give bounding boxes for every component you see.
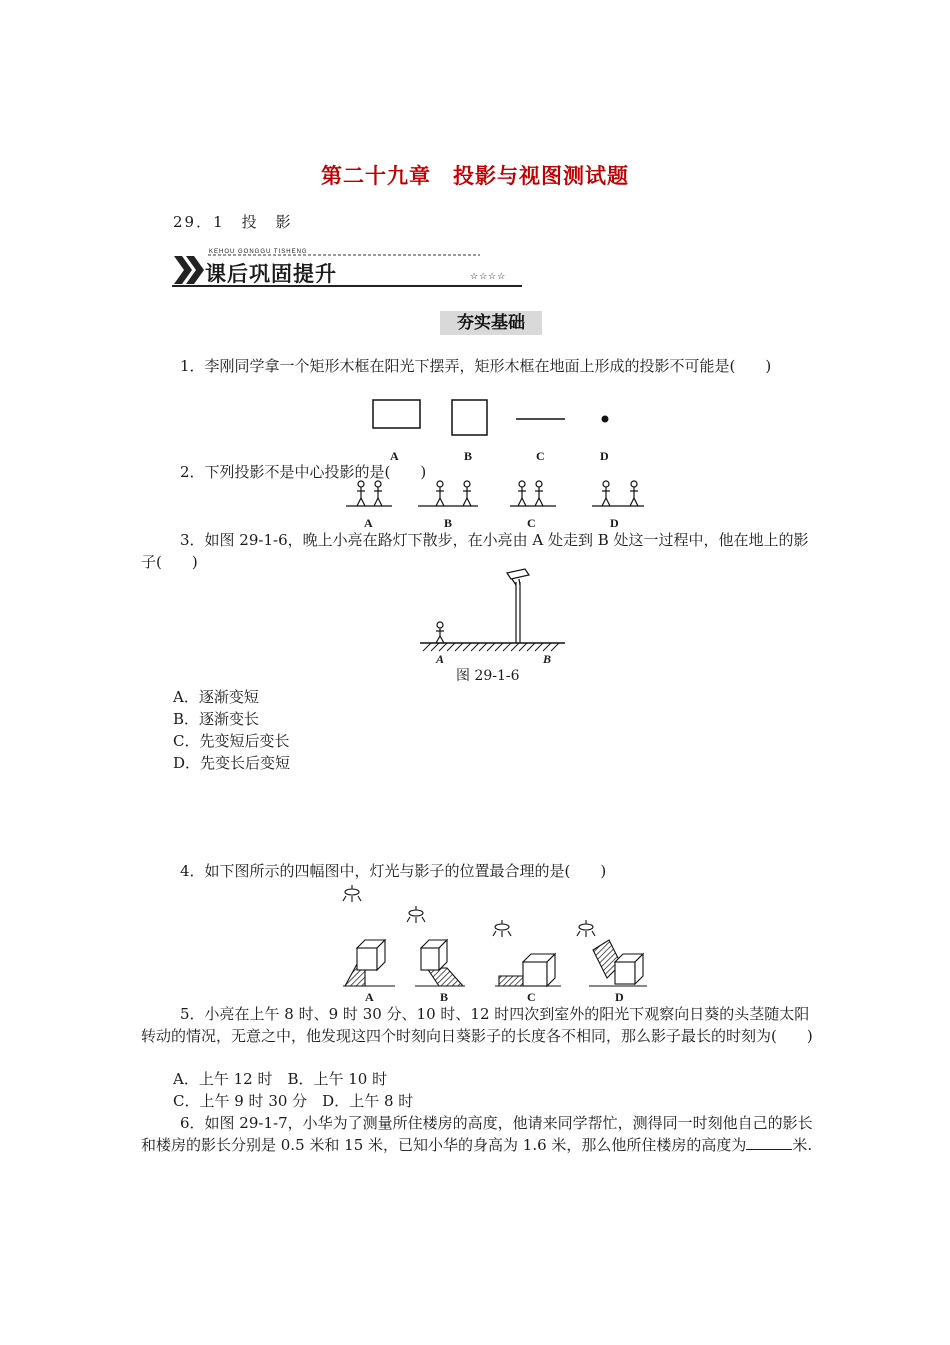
- banner-title: 课后巩固提升: [205, 263, 337, 286]
- q3-point-a: A: [436, 652, 445, 666]
- q4-lamp-c: [493, 920, 511, 937]
- q3-option-a: A．逐渐变短: [173, 688, 259, 706]
- q2-figure-b: [418, 481, 478, 506]
- q1-figure-d: [602, 416, 609, 423]
- q4-label-a: A: [365, 990, 374, 1004]
- q2-label-c: C: [527, 516, 536, 530]
- q4-figure-d: [589, 940, 647, 986]
- q4-lamp-d: [577, 920, 595, 937]
- q3-point-b: B: [543, 652, 552, 666]
- q2-figure-a: [346, 481, 392, 506]
- question-5-text: 5．小亮在上午 8 时、9 时 30 分、10 时、12 时四次到室外的阳光下观察向日葵的头茎随太阳转动的情况，无意之中，他发现这四个时刻向日葵影子的长度各不相同，那么影子最长的时刻为( ): [141, 1005, 813, 1045]
- q4-figure-b: [415, 940, 465, 986]
- q5-options-line-1: A．上午 12 时 B．上午 10 时: [173, 1070, 388, 1088]
- q4-figures: [335, 882, 655, 990]
- q2-label-a: A: [364, 516, 373, 530]
- banner-subtitle: KEHOU GONGGU TISHENG: [209, 249, 308, 255]
- q1-label-c: C: [536, 449, 545, 463]
- q3-option-c: C．先变短后变长: [173, 732, 290, 750]
- q2-figure-c: [510, 481, 556, 506]
- q3-option-b: B．逐渐变长: [173, 710, 260, 728]
- q2-figure-d: [592, 481, 644, 506]
- q2-label-d: D: [610, 516, 619, 530]
- q1-figures: [360, 395, 630, 445]
- q4-lamp-a: [343, 885, 361, 902]
- q1-figure-b: [452, 400, 487, 435]
- q1-label-a: A: [390, 449, 399, 463]
- q6-text-before: 6．如图 29-1-7，小华为了测量所住楼房的高度，他请来同学帮忙，测得同一时刻他自己的影长和楼房的影长分别是 0.5 米和 15 米，已知小华的身高为 1.6 米，那么他所住楼房的高度为: [141, 1114, 813, 1154]
- q4-figure-c: [495, 954, 561, 986]
- page-title: 第二十九章 投影与视图测试题: [321, 163, 629, 188]
- q3-streetlight-figure: [415, 565, 575, 660]
- question-6-text: [141, 1112, 813, 1156]
- question-3-text: 3．如图 29-1-6，晚上小亮在路灯下散步，在小亮由 A 处走到 B 处这一过程中，他在地上的影子( ): [141, 531, 809, 571]
- q4-figure-a: [343, 940, 395, 986]
- question-1-text: 1．李刚同学拿一个矩形木框在阳光下摆弄，矩形木框在地面上形成的投影不可能是( ): [180, 357, 772, 375]
- q4-label-c: C: [527, 990, 536, 1004]
- basic-section-label: 夯实基础: [440, 311, 542, 335]
- q5-options-line-2: C．上午 9 时 30 分 D．上午 8 时: [173, 1092, 414, 1110]
- q1-label-b: B: [464, 449, 473, 463]
- q3-option-d: D．先变长后变短: [173, 754, 291, 772]
- difficulty-stars: ☆☆☆☆: [470, 272, 507, 282]
- q3-figure-caption: 图 29-1-6: [456, 668, 520, 684]
- question-4-text: 4．如下图所示的四幅图中，灯光与影子的位置最合理的是( ): [180, 862, 607, 880]
- q6-text-after: 米.: [792, 1136, 813, 1154]
- question-2-text: 2．下列投影不是中心投影的是( ): [180, 463, 427, 481]
- q6-answer-blank: [746, 1135, 792, 1150]
- q2-figures: [340, 476, 650, 516]
- q4-label-b: B: [440, 990, 449, 1004]
- q1-figure-a: [373, 400, 420, 428]
- q1-label-d: D: [600, 449, 609, 463]
- section-heading: 29．1 投 影: [173, 213, 293, 231]
- q4-label-d: D: [615, 990, 624, 1004]
- q2-label-b: B: [444, 516, 453, 530]
- q4-lamp-b: [407, 906, 425, 923]
